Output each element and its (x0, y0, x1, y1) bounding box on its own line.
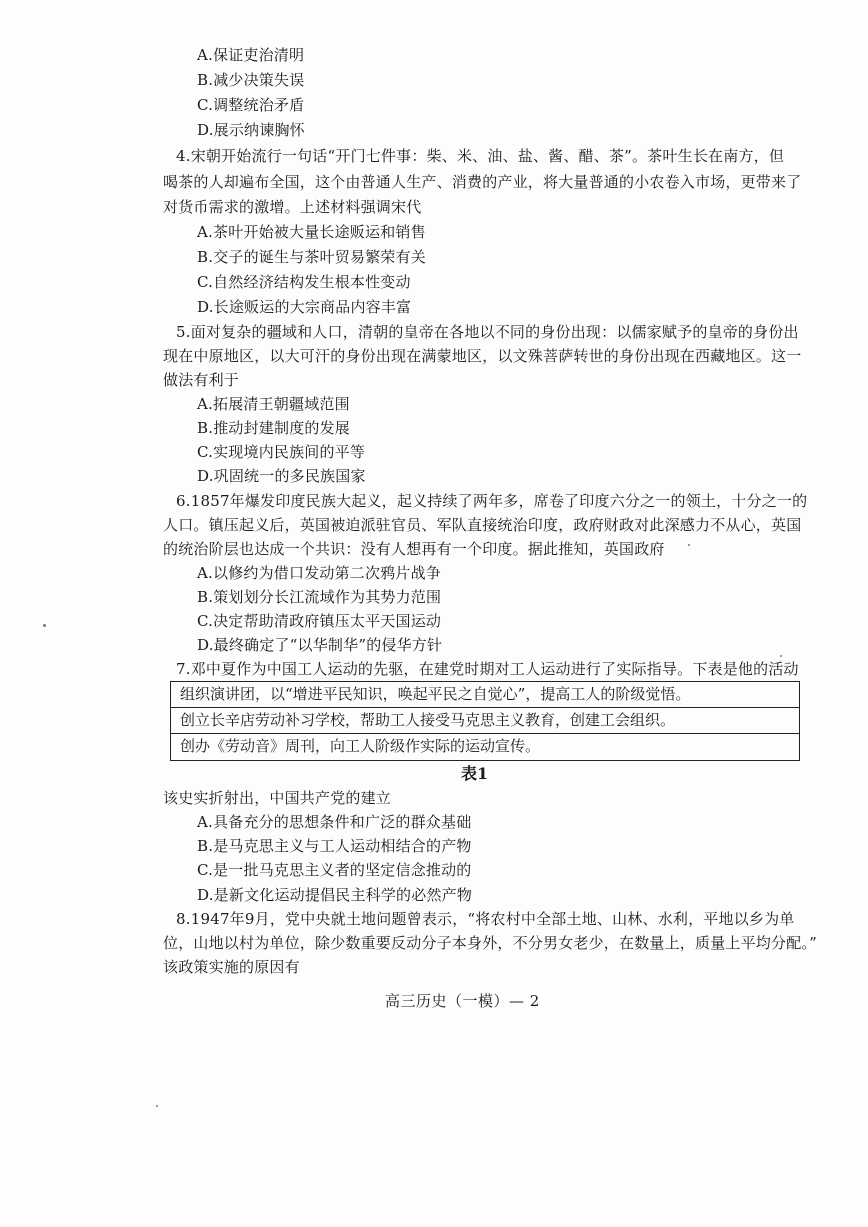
q6-option-a: A.以修约为借口发动第二次鸦片战争 (197, 564, 442, 582)
q7-option-a: A.具备充分的思想条件和广泛的群众基础 (197, 813, 472, 831)
q4-option-b: B.交子的诞生与茶叶贸易繁荣有关 (197, 248, 426, 266)
q6-option-d: D.最终确定了“以华制华”的侵华方针 (197, 636, 443, 654)
q5-stem-line: 5.面对复杂的疆域和人口，清朝的皇帝在各地以不同的身份出现：以儒家赋予的皇帝的身份出 (176, 323, 799, 341)
q4-stem-line: 对货币需求的激增。上述材料强调宋代 (163, 198, 422, 216)
q5-stem-line: 做法有利于 (163, 371, 240, 389)
q7-option-c: C.是一批马克思主义者的坚定信念推动的 (197, 861, 472, 879)
q3-option-a: A.保证吏治清明 (197, 46, 305, 64)
q3-option-b: B.减少决策失误 (197, 71, 305, 89)
q5-option-b: B.推动封建制度的发展 (197, 419, 350, 437)
scan-speck (780, 655, 782, 657)
q7-followup-stem: 该史实折射出，中国共产党的建立 (163, 789, 392, 807)
table-caption: 表1 (461, 764, 489, 783)
q4-option-d: D.长途贩运的大宗商品内容丰富 (197, 298, 412, 316)
q6-stem-line: 6.1857年爆发印度民族大起义，起义持续了两年多，席卷了印度六分之一的领土，十分之一的 (176, 492, 808, 510)
q6-stem-line: 的统治阶层也达成一个共识：没有人想再有一个印度。据此推知，英国政府 (163, 540, 665, 558)
q3-option-c: C.调整统治矛盾 (197, 96, 305, 114)
q4-stem-line: 喝茶的人却遍布全国，这个由普通人生产、消费的产业，将大量普通的小农卷入市场，更带来了 (163, 173, 802, 191)
q8-stem-line: 位，山地以村为单位，除少数重要反动分子本身外，不分男女老少，在数量上，质量上平均分配。” (163, 934, 817, 952)
q3-option-d: D.展示纳谏胸怀 (197, 121, 305, 139)
q8-stem-line: 8.1947年9月，党中央就土地问题曾表示，“将农村中全部土地、山林、水利，平地以乡为单 (176, 910, 795, 928)
scan-speck (688, 544, 690, 546)
q5-stem-line: 现在中原地区，以大可汗的身份出现在满蒙地区，以文殊菩萨转世的身份出现在西藏地区。这一 (163, 347, 802, 365)
scan-speck (156, 1105, 158, 1107)
q4-option-a: A.茶叶开始被大量长途贩运和销售 (197, 223, 426, 241)
q6-option-c: C.决定帮助清政府镇压太平天国运动 (197, 612, 442, 630)
table-row: 创立长辛店劳动补习学校，帮助工人接受马克思主义教育，创建工会组织。 (171, 708, 799, 734)
table-row: 创办《劳动音》周刊，向工人阶级作实际的运动宣传。 (180, 737, 541, 755)
table-row: 组织演讲团，以“增进平民知识，唤起平民之自觉心”，提高工人的阶级觉悟。 (171, 682, 799, 708)
q6-option-b: B.策划划分长江流域作为其势力范围 (197, 588, 442, 606)
q5-option-a: A.拓展清王朝疆域范围 (197, 395, 350, 413)
q7-option-b: B.是马克思主义与工人运动相结合的产物 (197, 837, 472, 855)
scan-speck (43, 624, 46, 627)
q5-option-d: D.巩固统一的多民族国家 (197, 467, 366, 485)
q7-stem-line: 7.邓中夏作为中国工人运动的先驱，在建党时期对工人运动进行了实际指导。下表是他的活动 (176, 660, 799, 678)
q7-option-d: D.是新文化运动提倡民主科学的必然产物 (197, 886, 473, 904)
q6-stem-line: 人口。镇压起义后，英国被迫派驻官员、军队直接统治印度，政府财政对此深感力不从心，英国 (163, 516, 802, 534)
page-footer: 高三历史（一模）— 2 (385, 992, 540, 1010)
q5-option-c: C.实现境内民族间的平等 (197, 443, 366, 461)
q4-stem-line: 4.宋朝开始流行一句话“开门七件事：柴、米、油、盐、酱、醋、茶”。茶叶生长在南方，但 (176, 147, 785, 165)
q8-stem-line: 该政策实施的原因有 (163, 958, 300, 976)
activity-table (170, 681, 800, 761)
q4-option-c: C.自然经济结构发生根本性变动 (197, 273, 411, 291)
